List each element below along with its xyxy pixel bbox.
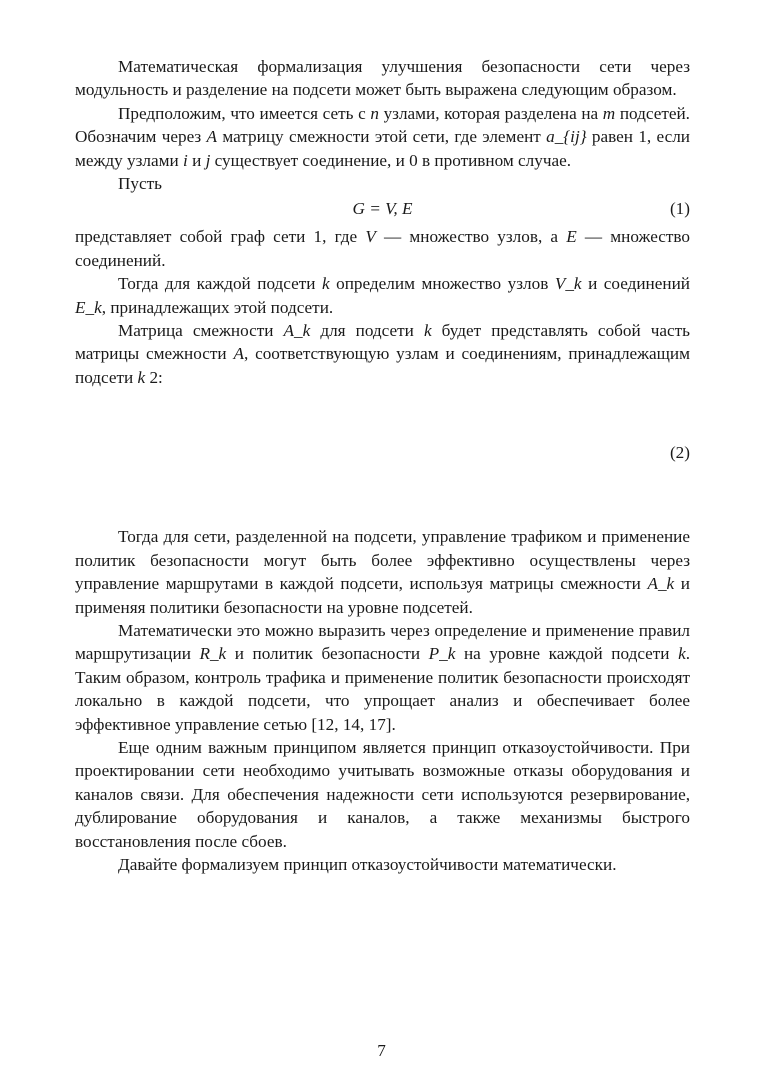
text-segment: 2: — [145, 367, 163, 387]
text-segment: . Таким образом, контроль трафика и применение политик безопасности происходят локально в каждой подсети, что упрощает анализ и обеспечивает более эффективное управление сетью [12, 14, 17]. — [75, 644, 690, 734]
text-segment: подсетей. Обозначим через — [75, 103, 690, 147]
text-segment: Предположим, что имеется сеть с — [118, 103, 371, 123]
paragraph-subnet-def — [75, 272, 690, 319]
paragraph-assumption — [75, 102, 690, 172]
text-segment: представляет собой граф сети 1, где — [75, 227, 366, 247]
math-var-rk: R_k — [199, 644, 227, 664]
math-var-e: E — [566, 227, 577, 247]
text-segment: , принадлежащих этой подсети. — [101, 297, 334, 317]
math-var-i: i — [182, 150, 188, 170]
text-segment: , соответствующую узлам и соединениям, принадлежащим подсети — [75, 344, 690, 387]
math-var-a: A — [233, 344, 244, 364]
equation-1 — [75, 195, 690, 225]
math-var-ak: A_k — [647, 574, 675, 594]
equation-1-expression: G = V, E — [352, 199, 413, 219]
text-segment: определим множество узлов — [329, 274, 555, 294]
math-var-ek: E_k — [75, 297, 102, 317]
paragraph-traffic — [75, 525, 690, 619]
math-var-v: V — [365, 227, 376, 247]
text-segment: и соединений — [581, 274, 690, 294]
text-segment: существует соединение, и 0 в противном случае. — [210, 150, 572, 170]
math-var-aij: a_{ij} — [546, 127, 587, 147]
math-var-k: k — [678, 644, 686, 664]
text-segment: — множество соединений. — [75, 227, 690, 270]
math-var-pk: P_k — [428, 644, 456, 664]
equation-1-number: (1) — [669, 199, 690, 219]
paragraph-intro: Математическая формализация улучшения безопасности сети через модульность и разделение на подсети может быть выражена следующим образом. — [75, 57, 690, 100]
text-segment: матрицу смежности этой сети, где элемент — [217, 127, 547, 147]
text-segment: равен 1, если между узлами — [75, 127, 690, 170]
paragraph-adjacency — [75, 319, 690, 389]
paragraph-fault-tolerance: Еще одним важным принципом является принцип отказоустойчивости. При проектировании сети необходимо учитывать возможные отказы оборудования и каналов связи. Для обеспечения надежности сети используются резервирование, дублирование оборудования и каналов, а также механизмы быстрого восстановления после сбоев. — [75, 737, 690, 851]
text-segment: Матрица смежности — [118, 321, 284, 341]
math-var-k: k — [321, 274, 330, 294]
equation-2 — [75, 389, 690, 525]
text-segment: Тогда для каждой подсети — [118, 274, 322, 294]
math-var-ak: A_k — [283, 321, 311, 341]
page-body — [75, 55, 690, 876]
text-segment: на уровне каждой подсети — [455, 644, 679, 664]
text-segment: и — [187, 150, 206, 170]
paragraph-let: Пусть — [118, 174, 162, 194]
math-var-a: A — [206, 127, 218, 147]
math-var-j: j — [205, 150, 211, 170]
math-var-k: k — [137, 367, 146, 387]
text-segment: и применяя политики безопасности на уровне подсетей. — [75, 574, 690, 617]
text-segment: и политик безопасности — [226, 644, 429, 664]
math-var-vk: V_k — [554, 274, 582, 294]
math-var-n: n — [370, 103, 379, 123]
text-segment: узлами, которая разделена на — [378, 103, 603, 123]
text-segment: Тогда для сети, разделенной на подсети, управление трафиком и применение политик безопасности могут быть более эффективно осуществлены через управление маршрутами в каждой подсети, используя матрицы смежности — [75, 527, 690, 594]
paragraph-routing — [75, 619, 690, 736]
text-segment: будет представлять собой часть матрицы смежности — [75, 321, 691, 364]
text-segment: Математически это можно выразить через определение и применение правил маршрутизации — [75, 620, 690, 664]
page-number: 7 — [377, 1041, 386, 1060]
text-segment: — множество узлов, а — [375, 227, 567, 247]
text-segment: для подсети — [310, 321, 424, 341]
math-var-m: m — [602, 103, 616, 123]
equation-2-number: (2) — [669, 443, 690, 463]
paragraph-formalize: Давайте формализуем принцип отказоустойчивости математически. — [118, 854, 617, 874]
math-var-k: k — [423, 321, 432, 341]
paragraph-graph-def — [75, 225, 690, 272]
